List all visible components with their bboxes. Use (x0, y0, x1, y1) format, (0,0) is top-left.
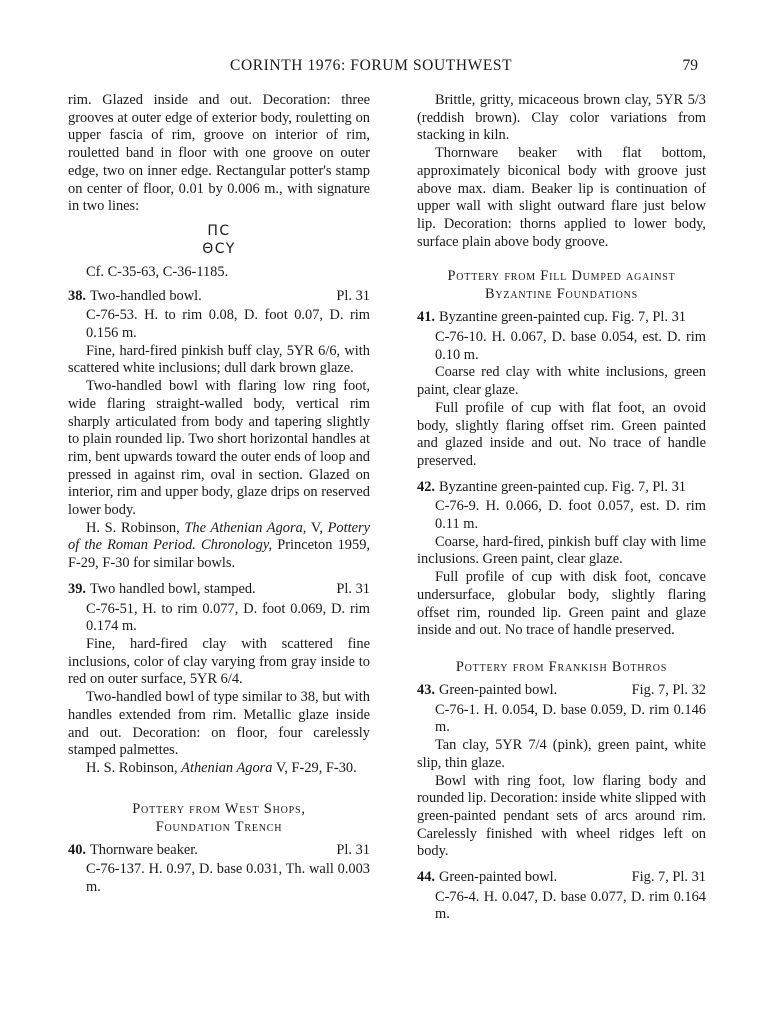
section-fill-line-1: Pottery from Fill Dumped against (447, 268, 676, 285)
entry-42-catalog: C-76-9. H. 0.066, D. foot 0.057, est. D. rim 0.11 m. (435, 498, 706, 533)
ref-38-vol: V, (310, 519, 323, 536)
entry-44-catalog: C-76-4. H. 0.047, D. base 0.077, D. rim 0.164 m. (435, 888, 706, 923)
entry-43-title: Green-painted bowl. (439, 681, 558, 698)
entry-40-number: 40. (68, 841, 86, 858)
entry-38-title: Two-handled bowl. (90, 287, 202, 304)
entry-40-title: Thornware beaker. (90, 841, 198, 858)
ref-38-book: The Athenian Agora, (184, 519, 307, 536)
running-head (0, 57, 768, 79)
entry-38-reference (68, 520, 370, 573)
entry-38-catalog: C-76-53. H. to rim 0.08, D. foot 0.07, D. rim 0.156 m. (86, 307, 370, 342)
entry-39-reference (68, 760, 370, 778)
entry-41-fabric: Coarse red clay with white inclusions, green paint, clear glaze. (417, 364, 706, 399)
ref-38-author: H. S. Robinson, (86, 519, 180, 536)
continued-text: rim. Glazed inside and out. Decoration: three grooves at outer edge of exterior body, rouletting on upper fascia of rim, groove on interior of rim, rouletted band in floor with one groove on outer edge, two on inner edge. Rectangular potter's stamp on center of floor, 0.01 by 0.006 m., with signature in two lines: (68, 92, 370, 215)
entry-42-fabric: Coarse, hard-fired, pinkish buff clay with lime inclusions. Green paint, clear glaze. (417, 533, 706, 568)
stamp-line-2: ΘCY (202, 240, 236, 257)
right-column (417, 92, 706, 924)
entry-38-description: Two-handled bowl with flaring low ring foot, wide flaring straight-walled body, vertical rim sharply articulated from body and tapering slightly to plain rounded lip. Two short horizontal handles at rim, bent upwards toward the outer ends of loop and pressed in against rim, oval in section. Glazed on interior, rim and upper body, glaze drips on reserved lower body. (68, 378, 370, 519)
ref-38-rest: Princeton 1959, F-29, F-30 for similar bowls. (68, 537, 370, 572)
entry-38-fabric: Fine, hard-fired pinkish buff clay, 5YR 6/6, with scattered white inclusions; dull dark brown glaze. (68, 342, 370, 377)
section-fill-line-2: Byzantine Foundations (485, 286, 638, 303)
entry-43-fabric: Tan clay, 5YR 7/4 (pink), green paint, white slip, thin glaze. (417, 737, 706, 771)
entry-39-title: Two handled bowl, stamped. (90, 580, 256, 597)
section-fill-dumped (417, 267, 706, 303)
section-west-line-1: Pottery from West Shops, (132, 800, 306, 817)
entry-39-catalog: C-76-51, H. to rim 0.077, D. foot 0.069, D. rim 0.174 m. (86, 600, 370, 635)
cf-reference: Cf. C-35-63, C-36-1185. (86, 263, 229, 280)
entry-38-heading (68, 288, 370, 306)
ref-38-series: Pottery of the Roman Period. Chronology, (68, 519, 370, 554)
stamp-line-1: ΠC (207, 222, 231, 239)
entry-41-heading (417, 309, 706, 327)
entry-40-description: Thornware beaker with flat bottom, approximately biconical body with groove just above max. diam. Beaker lip is continuation of upper wall with slight outward flare just below lip. Decoration: thorns applied to lower body, surface plain above body groove. (417, 145, 706, 250)
entry-40-heading (68, 842, 370, 860)
entry-39-description: Two-handled bowl of type similar to 38, but with handles extended from rim. Metallic glaze inside and out. Decoration: on floor, four carelessly stamped palmettes. (68, 689, 370, 759)
entry-39-number: 39. (68, 580, 86, 597)
ref-39-author: H. S. Robinson, (86, 759, 178, 776)
entry-43-description: Bowl with ring foot, low flaring body and rounded lip. Decoration: inside white slipped with green-painted pendant sets of arcs around rim. Carelessly finished with wheel ridges left on body. (417, 772, 706, 860)
entry-40-catalog: C-76-137. H. 0.97, D. base 0.031, Th. wall 0.003 m. (86, 861, 370, 896)
entry-42-title: Byzantine green-painted cup. Fig. 7, Pl. 31 (439, 478, 686, 495)
entry-44-title: Green-painted bowl. (439, 869, 558, 886)
left-column (68, 92, 370, 897)
ref-39-rest: V, F-29, F-30. (275, 759, 357, 776)
entry-42-description: Full profile of cup with disk foot, concave undersurface, globular body, slightly flaring offset rim, rounded lip. Green paint and glaze inside and out. No trace of handle preserved. (417, 569, 706, 639)
entry-38-number: 38. (68, 287, 86, 304)
section-frankish-line: Pottery from Frankish Bothros (455, 658, 668, 675)
entry-44-heading (417, 869, 706, 887)
entry-40-fabric: Brittle, gritty, micaceous brown clay, 5YR 5/3 (reddish brown). Clay color variations from stacking in kiln. (417, 92, 706, 144)
entry-41-title: Byzantine green-painted cup. Fig. 7, Pl. 31 (439, 309, 686, 326)
page-number: 79 (682, 57, 698, 74)
entry-44-plate: Fig. 7, Pl. 31 (631, 869, 706, 886)
entry-42-heading (417, 479, 706, 497)
entry-41-catalog: C-76-10. H. 0.067, D. base 0.054, est. D. rim 0.10 m. (435, 329, 706, 363)
running-title: CORINTH 1976: FORUM SOUTHWEST (230, 57, 513, 74)
section-west-line-2: Foundation Trench (155, 818, 283, 835)
entry-38-plate: Pl. 31 (336, 287, 370, 304)
entry-43-heading (417, 682, 706, 700)
entry-43-number: 43. (417, 681, 435, 698)
entry-43-plate: Fig. 7, Pl. 32 (631, 681, 706, 698)
ref-39-book: Athenian Agora (181, 759, 273, 776)
entry-41-description: Full profile of cup with flat foot, an ovoid body, slightly flaring offset rim. Green painted and glazed inside and out. No trace of handle preserved. (417, 399, 706, 469)
entry-40-plate: Pl. 31 (336, 841, 370, 858)
entry-44-number: 44. (417, 869, 435, 886)
entry-39-heading (68, 581, 370, 599)
entry-43-catalog: C-76-1. H. 0.054, D. base 0.059, D. rim 0.146 m. (435, 701, 706, 736)
entry-39-fabric: Fine, hard-fired clay with scattered fine inclusions, color of clay varying from gray inside to red on outer surface, 5YR 6/4. (68, 635, 370, 688)
entry-39-plate: Pl. 31 (336, 580, 370, 597)
entry-42-number: 42. (417, 478, 435, 495)
entry-41-number: 41. (417, 309, 435, 326)
potter-stamp (68, 222, 370, 258)
section-frankish-bothros (417, 658, 706, 676)
section-west-shops (68, 800, 370, 836)
